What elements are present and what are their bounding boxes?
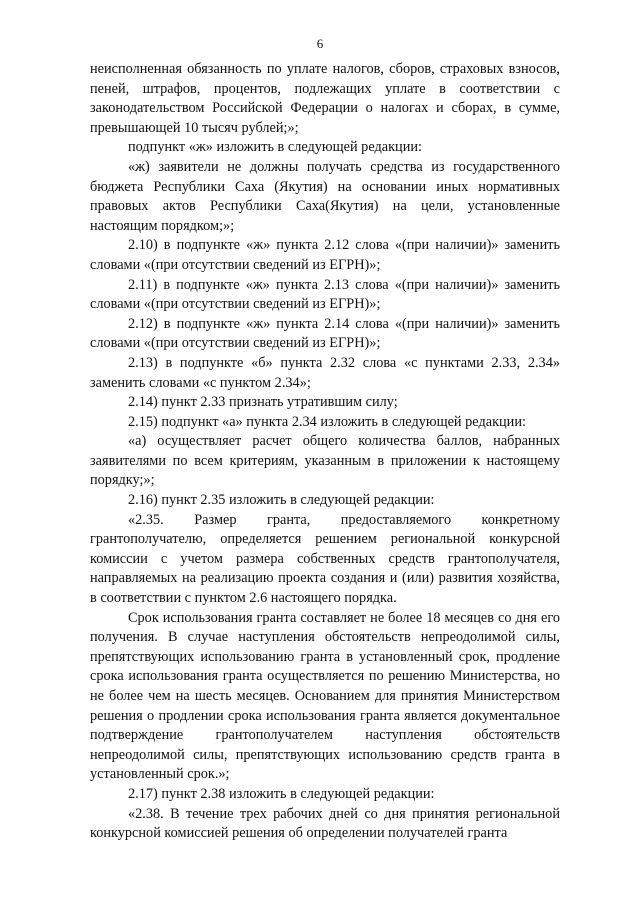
paragraph: «ж) заявители не должны получать средства из государственного бюджета Республики Саха (Якутия) на основании иных нормативных правовых актов Республики Саха(Якутия) на цели, установленные настоящим порядком;»; bbox=[90, 158, 560, 234]
paragraph: 2.15) подпункт «а» пункта 2.34 изложить в следующей редакции: bbox=[128, 413, 526, 430]
paragraph: Срок использования гранта составляет не более 18 месяцев со дня его получения. В случае наступления обстоятельств непреодолимой силы, препятствующих использованию гранта в установленный срок, продление срока использования гранта осуществляется по решению Министерства, но не более чем на шесть месяцев. Основанием для принятия Министерством решения о продлении срока использования гранта является документальное подтверждение грантополучателем наступления обстоятельств непреодолимой силы, препятствующих использованию средств гранта в установленный срок.»; bbox=[90, 609, 560, 783]
paragraph: 2.13) в подпункте «б» пункта 2.32 слова «с пунктами 2.33, 2.34» заменить словами «с пунктом 2.34»; bbox=[90, 354, 560, 391]
paragraph: 2.14) пункт 2.33 признать утратившим силу; bbox=[128, 394, 398, 411]
paragraph: 2.10) в подпункте «ж» пункта 2.12 слова «(при наличии)» заменить словами «(при отсутствии сведений из ЕГРН)»; bbox=[90, 237, 560, 273]
page-number: 6 bbox=[316, 36, 324, 51]
paragraph: 2.16) пункт 2.35 изложить в следующей редакции: bbox=[128, 492, 435, 509]
paragraph: 2.12) в подпункте «ж» пункта 2.14 слова «(при наличии)» заменить словами «(при отсутствии сведений из ЕГРН)»; bbox=[90, 315, 560, 352]
paragraph: подпункт «ж» изложить в следующей редакции: bbox=[128, 139, 422, 156]
document-body bbox=[90, 60, 560, 844]
paragraph: неисполненная обязанность по уплате налогов, сборов, страховых взносов, пеней, штрафов, процентов, подлежащих уплате в соответствии с законодательством Российской Федерации о налогах и сборах, в сумме, превышающей 10 тысяч рублей;»; bbox=[90, 61, 560, 136]
paragraph: «а) осуществляет расчет общего количества баллов, набранных заявителями по всем критериям, указанным в приложении к настоящему порядку;»; bbox=[90, 433, 560, 489]
paragraph: 2.11) в подпункте «ж» пункта 2.13 слова «(при наличии)» заменить словами «(при отсутствии сведений из ЕГРН)»; bbox=[90, 276, 560, 313]
paragraph: 2.17) пункт 2.38 изложить в следующей редакции: bbox=[128, 785, 435, 802]
paragraph: «2.35. Размер гранта, предоставляемого конкретному грантополучателю, определяется решением региональной конкурсной комиссии с учетом размера собственных средств грантополучателя, направляемых на реализацию проекта создания и (или) развития хозяйства, в соответствии с пунктом 2.6 настоящего порядка. bbox=[90, 511, 560, 607]
paragraph: «2.38. В течение трех рабочих дней со дня принятия региональной конкурсной комиссией решения об определении получателей гранта bbox=[90, 805, 560, 842]
